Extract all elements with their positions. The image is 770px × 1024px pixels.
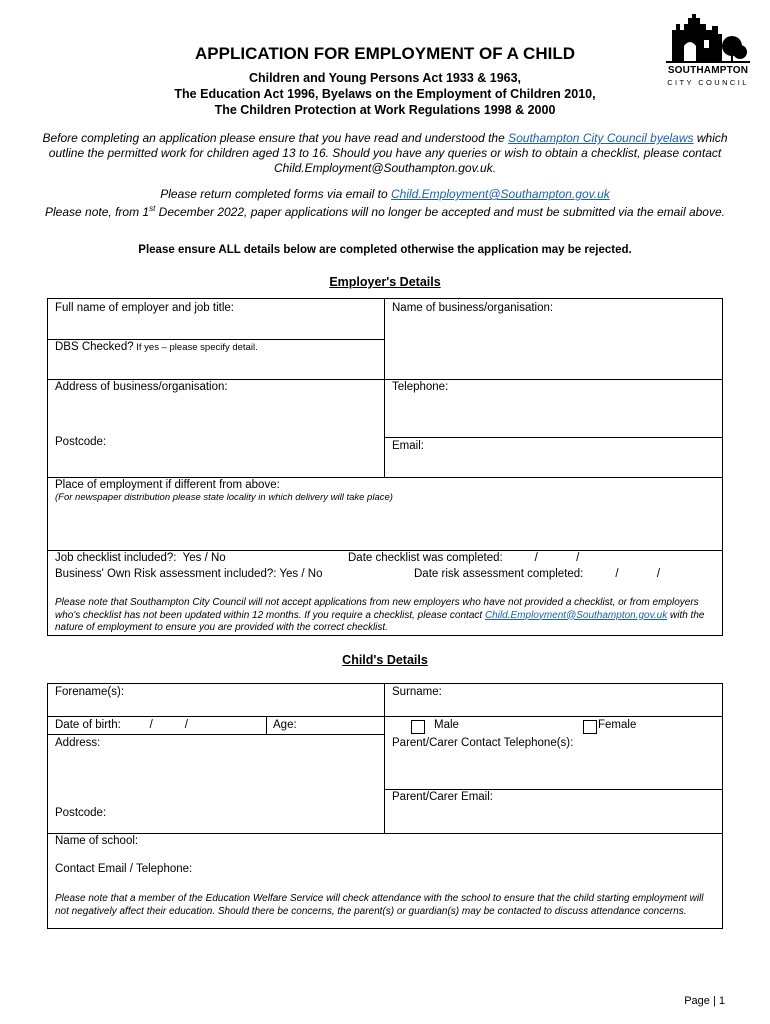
page-title: APPLICATION FOR EMPLOYMENT OF A CHILD <box>195 44 575 63</box>
school-name-field[interactable]: Name of school: <box>55 835 139 847</box>
child-heading: Child's Details <box>342 653 428 667</box>
business-name-field[interactable]: Name of business/organisation: <box>392 302 554 314</box>
checklist-included-field[interactable]: Job checklist included?: Yes / No <box>55 552 226 564</box>
dbs-hint: If yes – please specify detail. <box>133 342 258 353</box>
checklist-note <box>55 597 719 635</box>
act-line-2: The Education Act 1996, Byelaws on the Employment of Children 2010, <box>174 87 596 101</box>
employer-email-field[interactable]: Email: <box>392 440 424 452</box>
female-checkbox[interactable] <box>583 720 597 734</box>
place-note: (For newspaper distribution please state locality in which delivery will take place) <box>55 492 393 503</box>
checklist-date-field[interactable]: Date checklist was completed: / / <box>348 552 580 564</box>
checklist-note-text-1: Please note that Southampton City Council will not accept applications from new employers who have not provided a checklist, or from employers who's checklist has not been updated within 12 months. If you require a checklist, please contact <box>55 597 699 621</box>
male-checkbox[interactable] <box>411 720 425 734</box>
male-label: Male <box>434 719 459 731</box>
employer-heading: Employer's Details <box>329 275 441 289</box>
checklist-note-text-2: with the nature of employment to ensure you are provided with the correct checklist. <box>55 609 705 633</box>
dbs-label: DBS Checked? <box>55 341 134 353</box>
paper-note-sup: st <box>149 203 156 213</box>
surname-field[interactable]: Surname: <box>392 686 442 698</box>
act-line-1: Children and Young Persons Act 1933 & 1963, <box>248 71 522 85</box>
female-label: Female <box>598 719 637 731</box>
risk-date-field[interactable]: Date risk assessment completed: / / <box>414 568 661 580</box>
act-line-3: The Children Protection at Work Regulations 1998 & 2000 <box>214 103 556 117</box>
employer-postcode-field[interactable]: Postcode: <box>55 436 107 448</box>
parent-telephone-field[interactable]: Parent/Carer Contact Telephone(s): <box>392 737 574 749</box>
child-address-field[interactable]: Address: <box>55 737 101 749</box>
parent-email-field[interactable]: Parent/Carer Email: <box>392 791 493 803</box>
intro-paragraph <box>40 131 730 176</box>
ensure-notice: Please ensure ALL details below are completed otherwise the application may be rejected. <box>138 244 632 256</box>
paper-note-a: Please note, from 1 <box>45 204 150 219</box>
risk-assessment-field[interactable]: Business' Own Risk assessment included?: Yes / No <box>55 568 323 580</box>
intro-text-2: which outline the permitted work for children aged 13 to 16. Should you have any queries or wish to obtain a checklist, please contact Child.Employment@Southampton.gov.uk. <box>48 131 728 175</box>
logo-line1: SOUTHAMPTON <box>667 65 749 76</box>
return-text: Please return completed forms via email to <box>160 187 391 201</box>
attendance-note: Please note that a member of the Education Welfare Service will check attendance with the school to ensure that the child starting employment will not negatively affect their education. Should there be concerns, the parent(s) or guardian(s) may be contacted to discuss attendance concerns. <box>55 893 704 917</box>
acts-block <box>0 70 770 118</box>
return-email-link[interactable]: Child.Employment@Southampton.gov.uk <box>391 187 610 201</box>
business-address-field[interactable]: Address of business/organisation: <box>55 381 228 393</box>
school-contact-field[interactable]: Contact Email / Telephone: <box>55 863 193 875</box>
forename-field[interactable]: Forename(s): <box>55 686 125 698</box>
age-field[interactable]: Age: <box>273 719 297 731</box>
byelaws-link[interactable]: Southampton City Council byelaws <box>508 131 694 145</box>
intro-text-1: Before completing an application please ensure that you have read and understood the <box>42 131 509 145</box>
paper-note-b: December 2022, paper applications will no longer be accepted and must be submitted via the email above. <box>155 204 725 219</box>
child-postcode-field[interactable]: Postcode: <box>55 807 107 819</box>
employer-telephone-field[interactable]: Telephone: <box>392 381 449 393</box>
logo-line2: CITY COUNCIL <box>667 78 749 87</box>
dob-field[interactable]: Date of birth: / / <box>55 719 188 731</box>
employer-name-field[interactable]: Full name of employer and job title: <box>55 302 234 314</box>
dbs-field[interactable] <box>55 341 258 353</box>
page-number: Page | 1 <box>684 995 725 1007</box>
place-of-employment-field[interactable]: Place of employment if different from above: <box>55 479 280 491</box>
return-paragraph <box>40 187 730 219</box>
checklist-email-link[interactable]: Child.Employment@Southampton.gov.uk <box>484 609 668 621</box>
